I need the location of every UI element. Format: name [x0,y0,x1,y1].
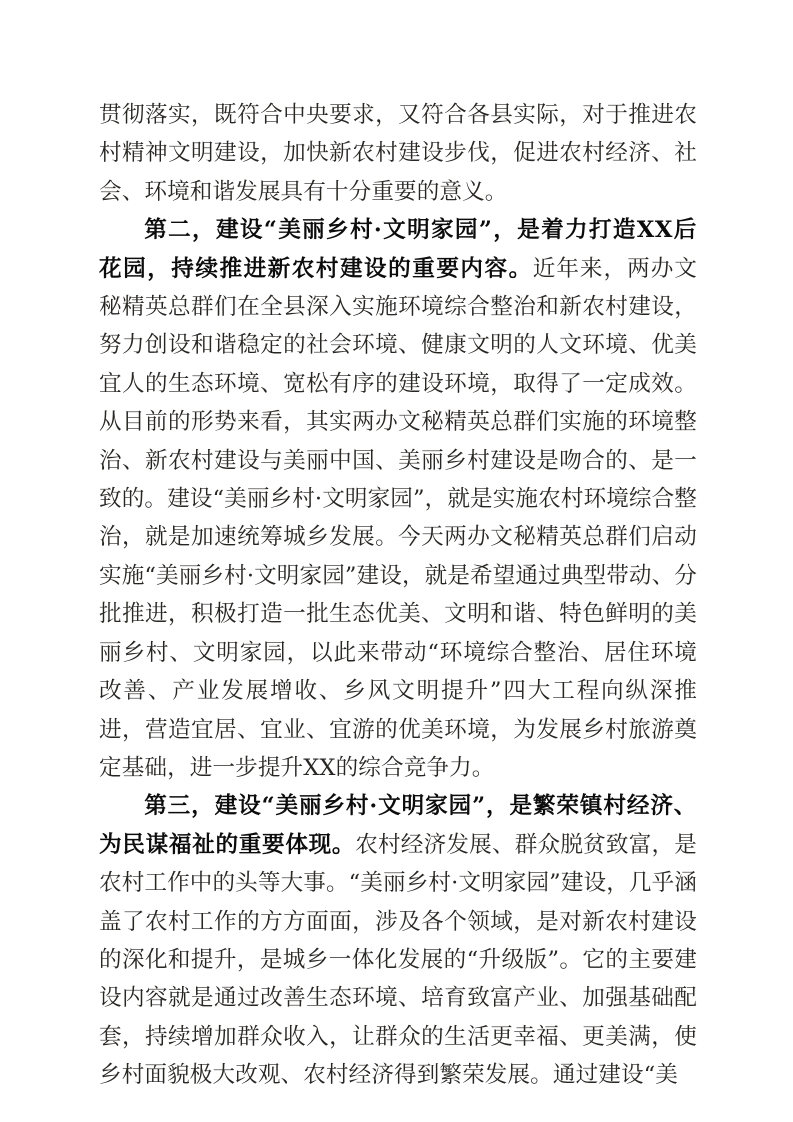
heading-third-point: 第三，建设“美丽乡村·文明家园”，是繁荣镇村经济、为民谋福祉的重要体现。 [99,793,697,858]
body-second-point: 近年来，两办文秘精英总群们在全县深入实施环境综合整治和新农村建设，努力创设和谐稳定的社会环境、健康文明的人文环境、优美宜人的生态环境、宽松有序的建设环境，取得了一定成效。从目前的形势来看，其实两办文秘精英总群们实施的环境整治、新农村建设与美丽中国、美丽乡村建设是吻合的、是一致的。建设“美丽乡村·文明家园”，就是实施农村环境综合整治，就是加速统筹城乡发展。今天两办文秘精英总群们启动实施“美丽乡村·文明家园”建设，就是希望通过典型带动、分批推进，积极打造一批生态优美、文明和谐、特色鲜明的美丽乡村、文明家园，以此来带动“环境综合整治、居住环境改善、产业发展增收、乡风文明提升”四大工程向纵深推进，营造宜居、宜业、宜游的优美环境，为发展乡村旅游奠定基础，进一步提升XX的综合竞争力。 [99,255,697,781]
body-third-point: 农村经济发展、群众脱贫致富，是农村工作中的头等大事。“美丽乡村·文明家园”建设，几乎涵盖了农村工作的方方面面，涉及各个领域，是对新农村建设的深化和提升，是城乡一体化发展的“升级版”。它的主要建设内容就是通过改善生态环境、培育致富产业、加强基础配套，持续增加群众收入，让群众的生活更幸福、更美满，使乡村面貌极大改观、农村经济得到繁荣发展。通过建设“美 [99,831,697,1089]
paragraph-second-point [99,211,697,787]
document-text-body [99,96,697,1095]
heading-second-point: 第二，建设“美丽乡村·文明家园”，是着力打造XX后花园，持续推进新农村建设的重要内容。 [99,217,697,282]
paragraph-continuation: 贯彻落实，既符合中央要求，又符合各县实际，对于推进农村精神文明建设，加快新农村建设步伐，促进农村经济、社会、环境和谐发展具有十分重要的意义。 [99,102,697,205]
paragraph-third-point [99,787,697,1094]
